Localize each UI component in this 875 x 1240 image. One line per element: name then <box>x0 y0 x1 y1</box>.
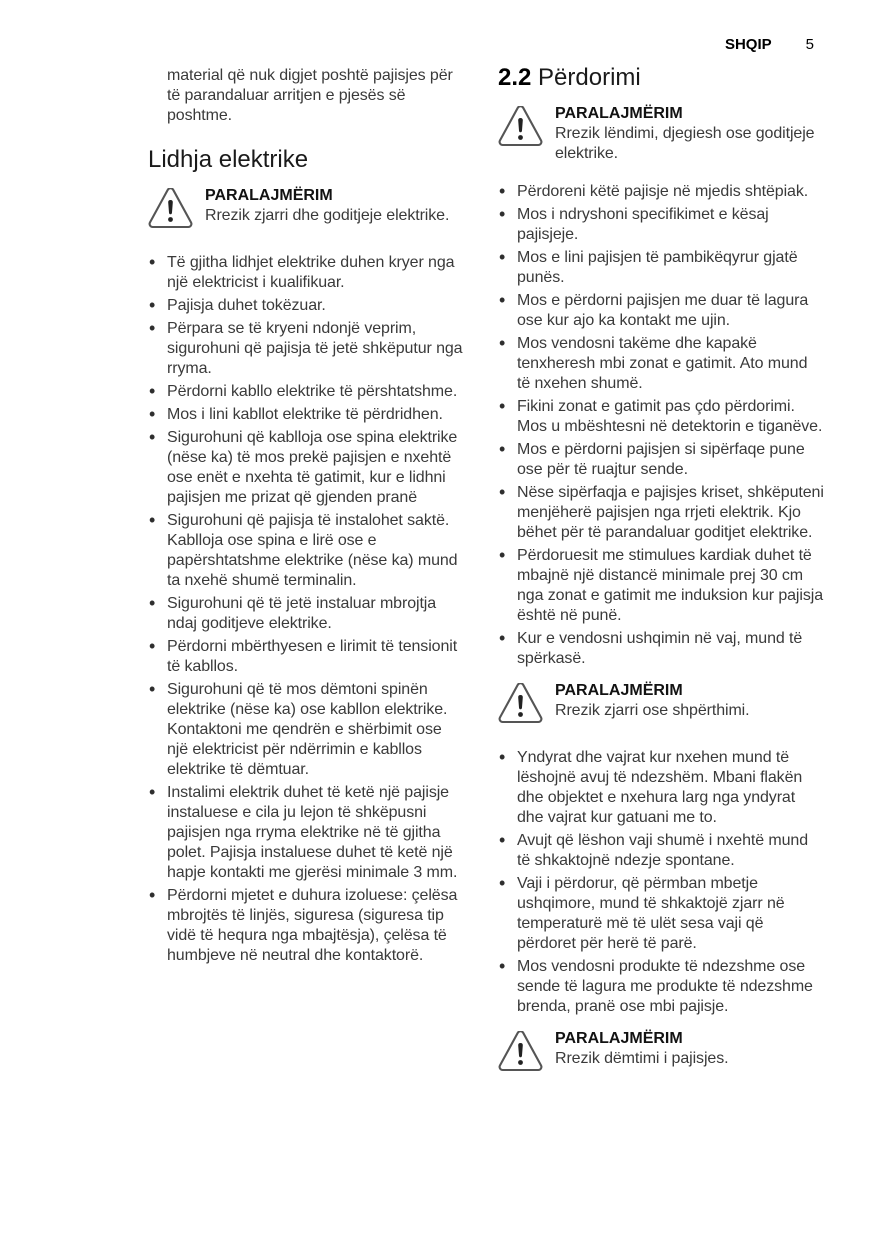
list-item: • Mos i ndryshoni specifikimet e kësaj pajisjeje. <box>498 205 824 245</box>
warning-body <box>555 681 824 730</box>
warning-body <box>555 1029 824 1078</box>
warning-title: PARALAJMËRIM <box>205 187 333 204</box>
warning-text: Rrezik zjarri dhe goditjeje elektrike. <box>205 207 450 224</box>
warning-title: PARALAJMËRIM <box>555 682 683 699</box>
content-columns <box>148 60 824 1078</box>
list-item: • Përdorni mbërthyesen e lirimit të tensionit të kabllos. <box>148 637 464 677</box>
section-heading-electrical-connection: Lidhja elektrike <box>148 146 309 173</box>
warning-text: Rrezik lëndimi, djegiesh ose goditjeje elektrike. <box>555 125 815 162</box>
warning-triangle-icon <box>498 681 555 730</box>
list-item: • Sigurohuni që pajisja të instalohet saktë. Kablloja ose spina e lirë ose e papërshtatshme elektrike (nëse ka) mund ta nxehë shumë terminalin. <box>148 511 464 591</box>
warning-text: Rrezik dëmtimi i pajisjes. <box>555 1050 729 1067</box>
list-item: • Të gjitha lidhjet elektrike duhen kryer nga një elektricist i kualifikuar. <box>148 253 464 293</box>
list-item: • Kur e vendosni ushqimin në vaj, mund të spërkasë. <box>498 629 824 669</box>
warning-body <box>555 104 824 164</box>
list-item: • Vaji i përdorur, që përmban mbetje ushqimore, mund të shkaktojë zjarr në temperaturë më të ulët sesa vaji që përdoret për herë të parë. <box>498 874 824 954</box>
list-item: • Pajisja duhet tokëzuar. <box>148 296 464 316</box>
warning-text: Rrezik zjarri ose shpërthimi. <box>555 702 750 719</box>
warning-triangle-icon <box>498 104 555 164</box>
right-column <box>498 60 824 1078</box>
list-item: • Përdorni kabllo elektrike të përshtatshme. <box>148 382 464 402</box>
list-item: • Yndyrat dhe vajrat kur nxehen mund të lëshojnë avuj të ndezshëm. Mbani flakën dhe objektet e nxehura larg nga yndyrat dhe vajrat kur gatuani me to. <box>498 748 824 828</box>
list-item: • Sigurohuni që të mos dëmtoni spinën elektrike (nëse ka) ose kabllon elektrike. Kontaktoni me qendrën e shërbimit ose një elektricist për ndërrimin e kabllos elektrike të dëmtuar. <box>148 680 464 780</box>
list-item: • Përpara se të kryeni ndonjë veprim, sigurohuni që pajisja të jetë shkëputur nga rryma. <box>148 319 464 379</box>
left-column <box>148 60 464 969</box>
list-item: • Mos e përdorni pajisjen si sipërfaqe pune ose për të ruajtur sende. <box>498 440 824 480</box>
list-item: • Mos vendosni produkte të ndezshme ose sende të lagura me produkte të ndezshme brenda, pranë ose mbi pajisje. <box>498 957 824 1017</box>
section-number: 2.2 <box>498 64 532 91</box>
warning-body <box>205 186 464 235</box>
list-item: • Përdoreni këtë pajisje në mjedis shtëpiak. <box>498 182 824 202</box>
list-item: • Sigurohuni që kablloja ose spina elektrike (nëse ka) të mos prekë pajisjen e nxehtë ose enët e nxehta të gatimit, kur e lidhni pajisjen me prizat që gjenden pranë <box>148 428 464 508</box>
warning-triangle-icon <box>148 186 205 235</box>
list-item: • Avujt që lëshon vaji shumë i nxehtë mund të shkaktojnë ndezje spontane. <box>498 831 824 871</box>
warning-block <box>498 681 824 730</box>
list-item: • Mos vendosni takëme dhe kapakë tenxheresh mbi zonat e gatimit. Ato mund të nxehen shumë. <box>498 334 824 394</box>
safety-bullet-list-fire <box>498 748 824 1017</box>
warning-block <box>498 1029 824 1078</box>
intro-paragraph: material që nuk digjet poshtë pajisjes për të parandaluar arritjen e pjesës së poshtme. <box>167 67 453 124</box>
list-item: • Përdoruesit me stimulues kardiak duhet të mbajnë një distancë minimale prej 30 cm nga zonat e gatimit me induksion kur pajisja është në punë. <box>498 546 824 626</box>
section-heading-use <box>498 64 824 92</box>
safety-bullet-list-electrical <box>148 253 464 966</box>
list-item: • Mos e lini pajisjen të pambikëqyrur gjatë punës. <box>498 248 824 288</box>
warning-title: PARALAJMËRIM <box>555 1030 683 1047</box>
section-title: Përdorimi <box>538 64 641 91</box>
list-item: • Mos e përdorni pajisjen me duar të lagura ose kur ajo ka kontakt me ujin. <box>498 291 824 331</box>
list-item: • Fikini zonat e gatimit pas çdo përdorimi. Mos u mbështesni në detektorin e tiganëve. <box>498 397 824 437</box>
language-label: SHQIP <box>724 36 772 53</box>
warning-block <box>498 104 824 164</box>
page-header <box>0 35 814 55</box>
warning-block <box>148 186 464 235</box>
list-item: • Sigurohuni që të jetë instaluar mbrojtja ndaj goditjeve elektrike. <box>148 594 464 634</box>
list-item: • Përdorni mjetet e duhura izoluese: çelësa mbrojtës të linjës, siguresa (siguresa tip vidë të hequra nga mbajtësja), çelësa të humbjeve në neutral dhe kontaktorë. <box>148 886 464 966</box>
list-item: • Nëse sipërfaqja e pajisjes kriset, shkëputeni menjëherë pajisjen nga rrjeti elektrik. Kjo bëhet për të parandaluar goditjet elektrike. <box>498 483 824 543</box>
list-item: • Mos i lini kabllot elektrike të përdridhen. <box>148 405 464 425</box>
warning-title: PARALAJMËRIM <box>555 105 683 122</box>
warning-triangle-icon <box>498 1029 555 1078</box>
safety-bullet-list-use <box>498 182 824 669</box>
list-item: • Instalimi elektrik duhet të ketë një pajisje instaluese e cila ju lejon të shkëpusni pajisjen nga rryma elektrike në të gjitha polet. Pajisja instaluese duhet të ketë një hapje kontakti me gjerësi minimale 3 mm. <box>148 783 464 883</box>
page-number: 5 <box>805 36 814 53</box>
